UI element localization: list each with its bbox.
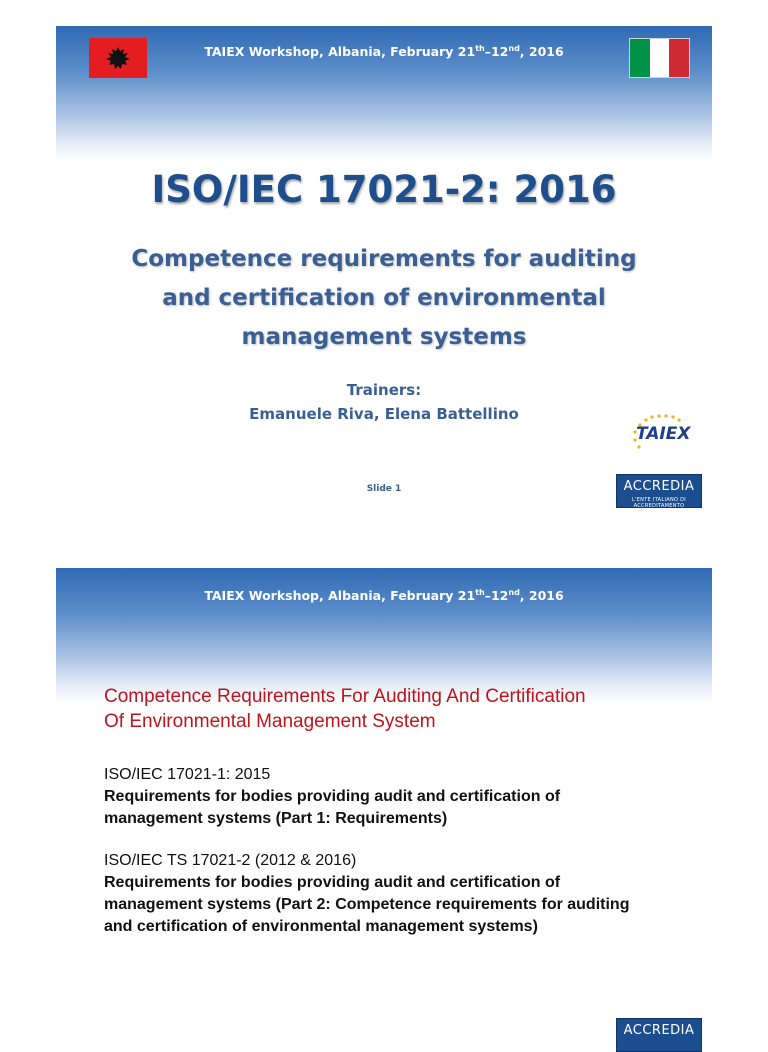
trainers <box>56 378 712 426</box>
standard-block-part1 <box>104 764 684 830</box>
accredia-logo-icon: ACCREDIA <box>616 1018 702 1052</box>
taiex-logo-icon: TAIEX <box>626 412 700 452</box>
trainers-names: Emanuele Riva, Elena Battellino <box>249 405 519 423</box>
standard-name: ISO/IEC TS 17021-2 (2012 & 2016) <box>104 852 357 869</box>
slide-1 <box>56 26 712 540</box>
italy-flag-icon <box>629 38 690 78</box>
slide-heading: Competence Requirements For Auditing And Certification Of Environmental Management System <box>104 686 586 732</box>
slide-subtitle: Competence requirements for auditing and certification of environmental management systems <box>131 246 637 350</box>
slide-2 <box>56 568 712 1038</box>
standard-block-part2 <box>104 850 684 938</box>
trainers-label: Trainers: <box>346 381 422 399</box>
standard-description: Requirements for bodies providing audit and certification of management systems (Part 1: Requirements) <box>104 788 561 827</box>
header-text: TAIEX Workshop, Albania, February 21th–12nd, 2016 <box>204 43 564 59</box>
header-text: TAIEX Workshop, Albania, February 21th–12nd, 2016 <box>204 587 564 603</box>
standard-name: ISO/IEC 17021-1: 2015 <box>104 766 271 783</box>
slide-number: Slide 1 <box>366 484 402 494</box>
standard-description: Requirements for bodies providing audit and certification of management systems (Part 2: Competence requirements for auditing and certification of environmental management systems) <box>104 874 630 935</box>
slide-title: ISO/IEC 17021-2: 2016 <box>151 168 617 211</box>
accredia-logo-icon: ACCREDIA L'ENTE ITALIANO DI ACCREDITAMENTO <box>616 474 702 508</box>
